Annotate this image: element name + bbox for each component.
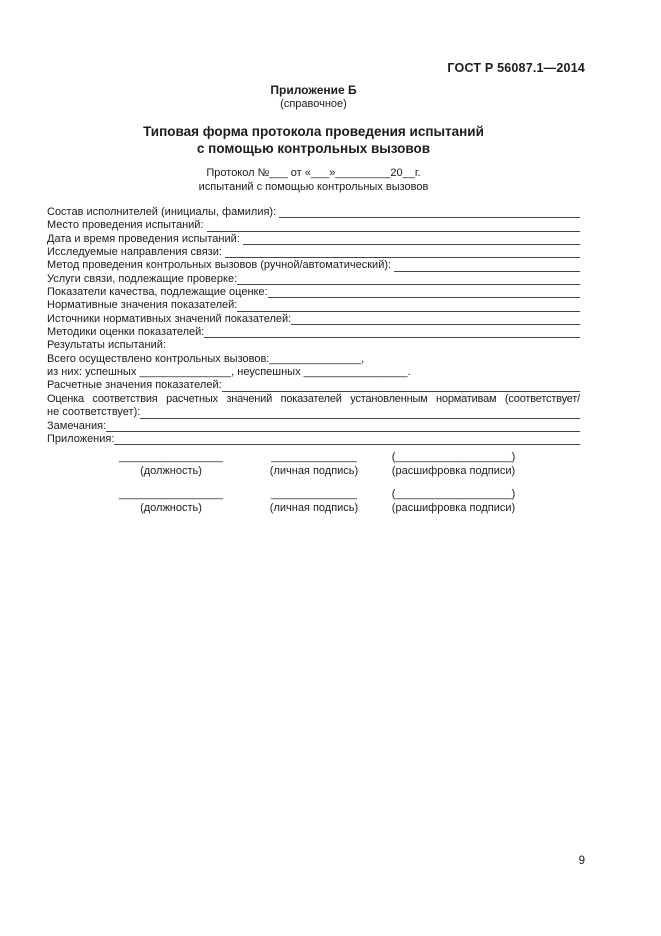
name-label: (расшифровка подписи) (391, 502, 516, 514)
form-label: Методики оценки показателей: (47, 326, 205, 339)
document-title (47, 124, 580, 157)
name-blank-line: (___________________) (391, 488, 516, 500)
blank-line (204, 326, 580, 338)
position-label: (должность) (140, 502, 202, 514)
document-title-line2: с помощью контрольных вызовов (196, 140, 431, 156)
form-label: Результаты испытаний: (47, 339, 166, 352)
blank-line (237, 299, 580, 311)
appendix-title: Приложение Б (270, 83, 357, 97)
form-line-methods (47, 326, 580, 339)
form-label: из них: успешных _______________, неуспешных _________________. (47, 366, 411, 379)
form-label: Метод проведения контрольных вызовов (ручной/автоматический): (47, 259, 395, 272)
form-label: Замечания: (47, 419, 107, 432)
blank-line (279, 206, 580, 218)
signature-position-column (118, 450, 224, 480)
form-line-services (47, 273, 580, 286)
position-label: (должность) (140, 465, 202, 477)
blank-line (106, 420, 580, 432)
form-line-quality-indicators (47, 286, 580, 299)
form-line-normative-values (47, 299, 580, 312)
blank-line (394, 259, 580, 271)
name-blank-line: (___________________) (391, 451, 516, 463)
name-label: (расшифровка подписи) (391, 465, 516, 477)
signature-name-column (378, 487, 529, 517)
form-label: Источники нормативных значений показателей: (47, 312, 292, 325)
form-label: Всего осуществлено контрольных вызовов:_______________, (47, 352, 365, 365)
page-number: 9 (578, 855, 585, 867)
form-label: Исследуемые направления связи: (47, 246, 225, 259)
form-line-executors (47, 206, 580, 219)
form-line-calculated-values (47, 379, 580, 392)
form-label: Расчетные значения показателей: (47, 379, 222, 392)
signature-section (118, 450, 533, 524)
protocol-heading (47, 167, 580, 194)
form-label: Место проведения испытаний: (47, 219, 207, 232)
form-label: Состав исполнителей (инициалы, фамилия): (47, 206, 280, 218)
form-label: Приложения: (47, 432, 115, 445)
blank-line (291, 313, 580, 325)
signature-personal-column (266, 487, 362, 517)
protocol-form (47, 206, 580, 446)
form-line-total-calls (47, 353, 580, 366)
blank-line (237, 273, 580, 285)
signature-row (118, 450, 533, 480)
signature-name-column (378, 450, 529, 480)
standard-designation: ГОСТ Р 56087.1—2014 (447, 61, 585, 75)
blank-line (225, 246, 580, 258)
form-label: не соответствует): (47, 406, 141, 419)
form-label: Услуги связи, подлежащие проверке: (47, 272, 238, 285)
form-line-method (47, 259, 580, 272)
form-line-directions (47, 246, 580, 259)
form-label: Нормативные значения показателей: (47, 299, 238, 312)
form-line-conformance-assessment: Оценка соответствия расчетных значений показателей установленным нормативам (соответствует/ (47, 392, 580, 405)
blank-line (222, 379, 580, 391)
signature-label: (личная подпись) (269, 502, 359, 514)
signature-blank-line: ______________ (271, 451, 357, 463)
document-title-line1: Типовая форма протокола проведения испытаний (143, 124, 484, 139)
form-label: Показатели качества, подлежащие оценке: (47, 286, 268, 299)
protocol-subtitle: испытаний с помощью контрольных вызовов (198, 180, 429, 193)
position-blank-line: _________________ (118, 488, 223, 500)
appendix-subtitle: (справочное) (280, 98, 347, 110)
signature-row (118, 487, 533, 517)
position-blank-line: _________________ (118, 451, 223, 463)
form-line-remarks (47, 420, 580, 433)
blank-line (268, 286, 580, 298)
blank-line (243, 233, 580, 245)
form-line-successful-calls (47, 366, 580, 379)
form-line-results (47, 339, 580, 352)
form-label: Дата и время проведения испытаний: (47, 232, 243, 245)
appendix-heading (47, 83, 580, 110)
blank-line (207, 219, 580, 231)
signature-personal-column (266, 450, 362, 480)
signature-label: (личная подпись) (269, 465, 359, 477)
blank-line (114, 433, 580, 445)
form-line-conformance-continued (47, 406, 580, 419)
signature-position-column (118, 487, 224, 517)
form-line-normative-sources (47, 313, 580, 326)
signature-blank-line: ______________ (271, 488, 357, 500)
form-line-attachments (47, 433, 580, 446)
blank-line (140, 406, 580, 418)
form-line-datetime (47, 233, 580, 246)
form-line-location (47, 219, 580, 232)
protocol-number-line: Протокол №___ от «___»_________20__г. (206, 167, 421, 179)
